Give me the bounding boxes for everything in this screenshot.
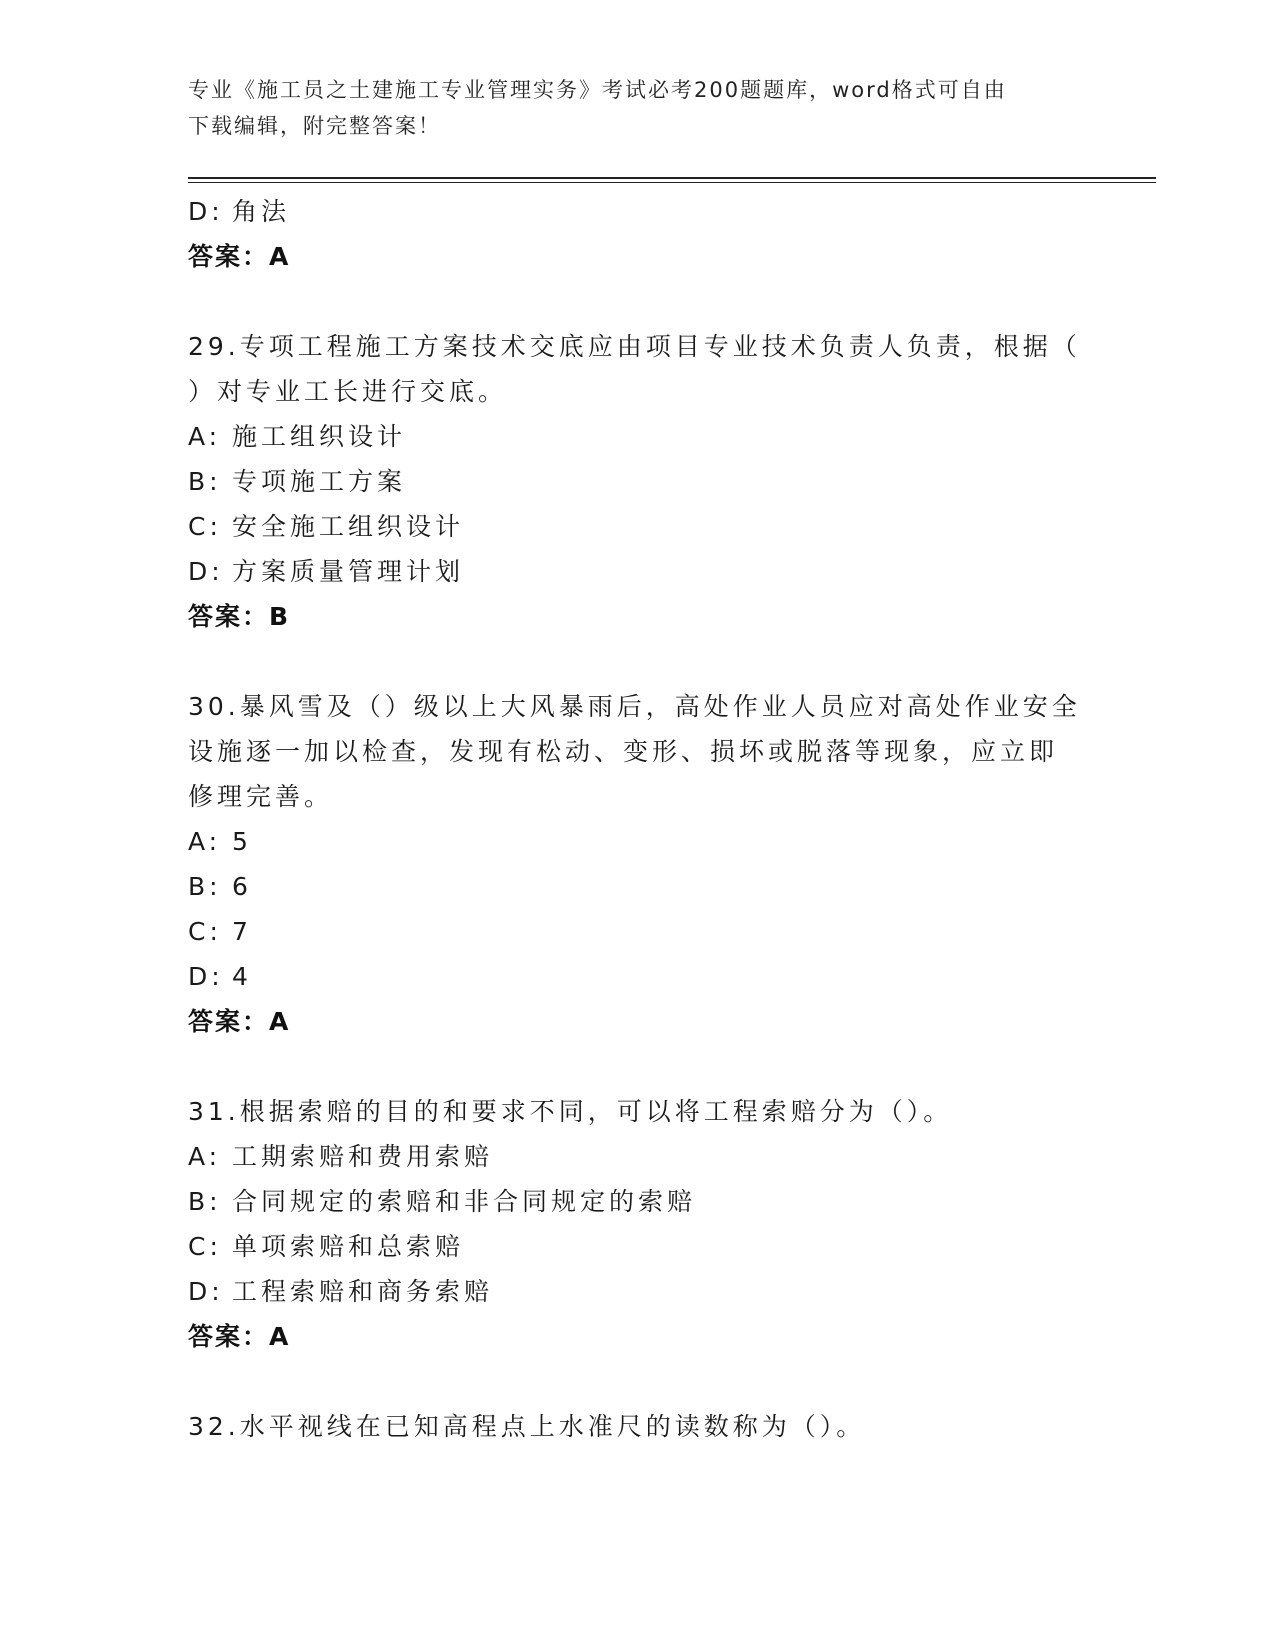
question-stem-line: 32.水平视线在已知高程点上水准尺的读数称为（）。	[188, 1412, 866, 1441]
option-key: A:	[188, 1142, 222, 1171]
answer-line: 答案：A	[188, 1322, 291, 1351]
option-b	[188, 864, 1088, 909]
option-text: 合同规定的索赔和非合同规定的索赔	[232, 1187, 697, 1216]
question-stem-line: 设施逐一加以检查，发现有松动、变形、损坏或脱落等现象，应立即	[188, 737, 1059, 766]
option-a	[188, 414, 1088, 459]
option-text: 工期索赔和费用索赔	[232, 1142, 494, 1171]
question-item	[188, 1404, 1088, 1449]
option-key: B:	[188, 872, 222, 901]
header-line-2: 下载编辑，附完整答案！	[188, 114, 441, 138]
option-d	[188, 549, 1088, 594]
option-c	[188, 504, 1088, 549]
option-b	[188, 459, 1088, 504]
option-key: C:	[188, 512, 222, 541]
option-d	[188, 189, 1088, 234]
option-text: 安全施工组织设计	[232, 512, 465, 541]
option-text: 7	[232, 917, 252, 946]
option-key: A:	[188, 827, 222, 856]
question-stem-line: 31.根据索赔的目的和要求不同，可以将工程索赔分为（）。	[188, 1097, 953, 1126]
option-text: 4	[232, 962, 252, 991]
option-c	[188, 1224, 1088, 1269]
answer-line: 答案：A	[188, 1007, 291, 1036]
option-text: 6	[232, 872, 252, 901]
question-item	[188, 324, 1088, 639]
option-d	[188, 954, 1088, 999]
option-key: D:	[188, 197, 224, 226]
option-text: 方案质量管理计划	[232, 557, 465, 586]
option-text: 角法	[232, 197, 291, 226]
question-stem-line: 修理完善。	[188, 782, 334, 811]
option-key: B:	[188, 467, 222, 496]
option-b	[188, 1179, 1088, 1224]
option-a	[188, 1134, 1088, 1179]
option-d	[188, 1269, 1088, 1314]
option-key: D:	[188, 962, 224, 991]
header-divider-thin	[188, 182, 1156, 183]
question-stem-line: ）对专业工长进行交底。	[188, 377, 508, 406]
question-list	[188, 189, 1088, 1449]
option-key: A:	[188, 422, 222, 451]
option-text: 单项索赔和总索赔	[232, 1232, 465, 1261]
option-key: B:	[188, 1187, 222, 1216]
option-key: D:	[188, 1277, 224, 1306]
option-key: C:	[188, 1232, 222, 1261]
header-line-1: 专业《施工员之土建施工专业管理实务》考试必考200题题库，word格式可自由	[188, 78, 1007, 102]
option-c	[188, 909, 1088, 954]
question-stem-line: 30.暴风雪及（）级以上大风暴雨后，高处作业人员应对高处作业安全	[188, 692, 1081, 721]
question-item	[188, 684, 1088, 1044]
option-key: C:	[188, 917, 222, 946]
option-text: 工程索赔和商务索赔	[232, 1277, 494, 1306]
option-text: 施工组织设计	[232, 422, 407, 451]
question-stem-line: 29.专项工程施工方案技术交底应由项目专业技术负责人负责，根据（	[188, 332, 1081, 361]
option-text: 专项施工方案	[232, 467, 407, 496]
question-item	[188, 1089, 1088, 1359]
option-text: 5	[232, 827, 252, 856]
document-header	[188, 72, 1088, 144]
answer-line: 答案：A	[188, 242, 291, 271]
option-a	[188, 819, 1088, 864]
answer-line: 答案：B	[188, 602, 291, 631]
header-divider	[188, 177, 1156, 179]
option-key: D:	[188, 557, 224, 586]
